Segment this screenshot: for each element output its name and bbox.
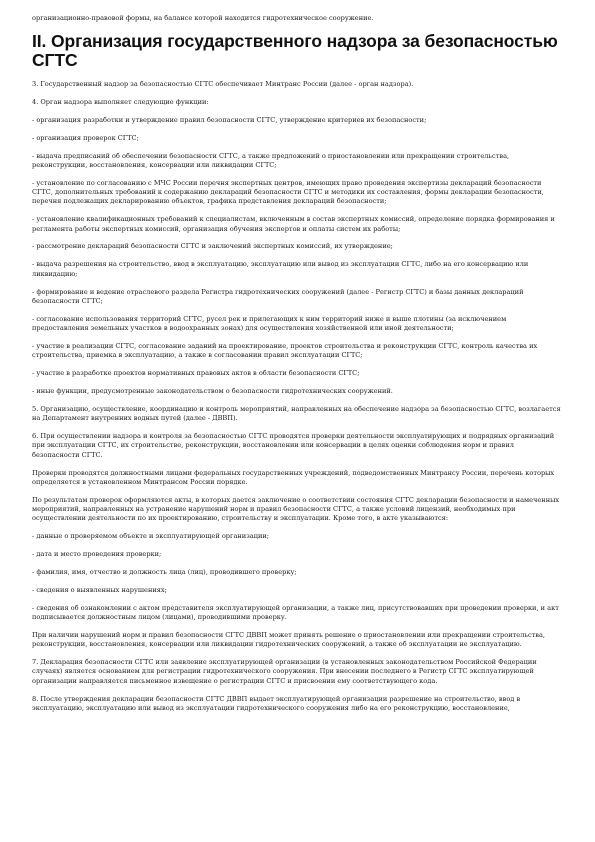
list-item: - фамилия, имя, отчество и должность лица (лиц), проводившего проверку; bbox=[32, 567, 297, 576]
paragraph: По результатам проверок оформляются акты, в которых дается заключение о соответствии состояния СГТС декларации безопасности и намеченных мероприятий, направленных на устранение нарушений норм и правил безопасности СГТС, а также условий лицензий, необходимых при осуществлении деятельности по их проектированию, строительству и эксплуатации. Кроме того, в акте указываются: bbox=[32, 495, 560, 523]
list-item: - участие в реализации СГТС, согласование заданий на проектирование, проектов строительства и реконструкции СГТС, контроль качества их строительства, приемка в эксплуатацию, а также в согласовании правил эксплуатации СГТС; bbox=[32, 341, 538, 360]
list-item: - организация разработки и утверждение правил безопасности СГТС, утверждение критериев их безопасности; bbox=[32, 115, 427, 124]
list-item: - сведения об ознакомлении с актом представителя эксплуатирующей организации, а также лиц, присутствовавших при проведении проверки, и акт подписывается должностным лицом (лицами), проводившими проверку. bbox=[32, 603, 559, 622]
list-item: - установление квалификационных требований к специалистам, включенным в состав экспертных комиссий, определение порядка формирования и регламента работы экспертных комиссий, организация обучения экспертов и оплаты систем их работы; bbox=[32, 215, 555, 233]
paragraph: При наличии нарушений норм и правил безопасности СГТС ДВВП может принять решение о приостановлении или прекращении строительства, реконструкции, восстановления, консервации или ликвидации гидротехнических сооружений, а также об эксплуатации не эксплуатацию. bbox=[32, 630, 546, 649]
list-item: - согласование использования территорий СГТС, русел рек и прилегающих к ним территорий ниже и выше плотины (за исключением предоставления земельных участков в водоохранных зонах) для осуществления хозяйственной или иной деятельности; bbox=[32, 314, 507, 332]
list-item: - организация проверок СГТС; bbox=[32, 133, 139, 142]
continuation-text: организационно-правовой формы, на балансе которой находится гидротехническое сооружение. bbox=[32, 14, 374, 22]
paragraph: 8. После утверждения декларации безопасности СГТС ДВВП выдает эксплуатирующей организации разрешение на строительство, ввод в эксплуатацию, эксплуатацию или вывод из эксплуатации гидротехнического сооружения либо на его реконструкцию, восстановление, bbox=[32, 694, 521, 712]
paragraph: 4. Орган надзора выполняет следующие функции: bbox=[32, 97, 209, 106]
list-item: - выдача разрешения на строительство, ввод в эксплуатацию, эксплуатацию или вывод из эксплуатации СГТС, либо на его консервацию или ликвидацию; bbox=[32, 260, 529, 278]
paragraph: 7. Декларация безопасности СГТС или заявление эксплуатирующей организации (в установленных законодательством Российской Федерации случаях) является основанием для регистрации гидротехнического сооружения. При внесении последнего в Регистр СГТС эксплуатирующей организации направляется письменное извещение о регистрации СГТС и присвоении ему соответствующего кода. bbox=[32, 658, 537, 685]
list-item: - сведения о выявленных нарушениях; bbox=[32, 585, 167, 594]
paragraph: Проверки проводятся должностными лицами федеральных государственных учреждений, подведомственных Минтрансу России, перечень которых определяется в установленном Минтрансом России порядке. bbox=[32, 468, 555, 486]
list-item: - иные функции, предусмотренные законодательством о безопасности гидротехнических сооружений. bbox=[32, 386, 393, 395]
list-item: - формирование и ведение отраслевого раздела Регистра гидротехнических сооружений (далее - Регистр СГТС) и базы данных деклараций безопасности СГТС; bbox=[32, 287, 524, 305]
list-item: - дата и место проведения проверки; bbox=[32, 550, 162, 559]
paragraph: 6. При осуществлении надзора и контроля за безопасностью СГТС проводятся проверки деятельности эксплуатирующих и подрядных организаций при эксплуатации СГТС, их строительстве, реконструкции, восстановлении или консервации в целях оценки соблюдения норм и правил безопасности СГТС. bbox=[32, 432, 555, 459]
list-item: - участие в разработке проектов нормативных правовых актов в области безопасности СГТС; bbox=[32, 369, 360, 378]
list-item: - рассмотрение деклараций безопасности СГТС и заключений экспертных комиссий, их утверждение; bbox=[32, 242, 393, 251]
section-heading: II. Организация государственного надзора за безопасностью СГТС bbox=[32, 31, 558, 70]
list-item: - выдача предписаний об обеспечении безопасности СГТС, а также предложений о приостановлении или прекращении строительства, реконструкции, восстановления, консервации или ликвидации СГТС; bbox=[32, 151, 510, 169]
list-item: - установление по согласованию с МЧС России перечня экспертных центров, имеющих право проведения экспертизы деклараций безопасности СГТС, дополнительных требований к содержанию деклараций безопасности СГТС и методики их составления, формы декларации безопасности, перечня подлежащих декларированию объектов, графика представления деклараций безопасности; bbox=[32, 178, 544, 206]
paragraph: 5. Организацию, осуществление, координацию и контроль мероприятий, направленных на обеспечение надзора за безопасностью СГТС, возлагается на Департамент внутренних водных путей (далее - ДВВП). bbox=[32, 404, 561, 423]
list-item: - данные о проверяемом объекте и эксплуатирующей организации; bbox=[32, 532, 269, 541]
section-body bbox=[32, 80, 563, 713]
paragraph: 3. Государственный надзор за безопасностью СГТС обеспечивает Минтранс России (далее - орган надзора). bbox=[32, 80, 414, 88]
